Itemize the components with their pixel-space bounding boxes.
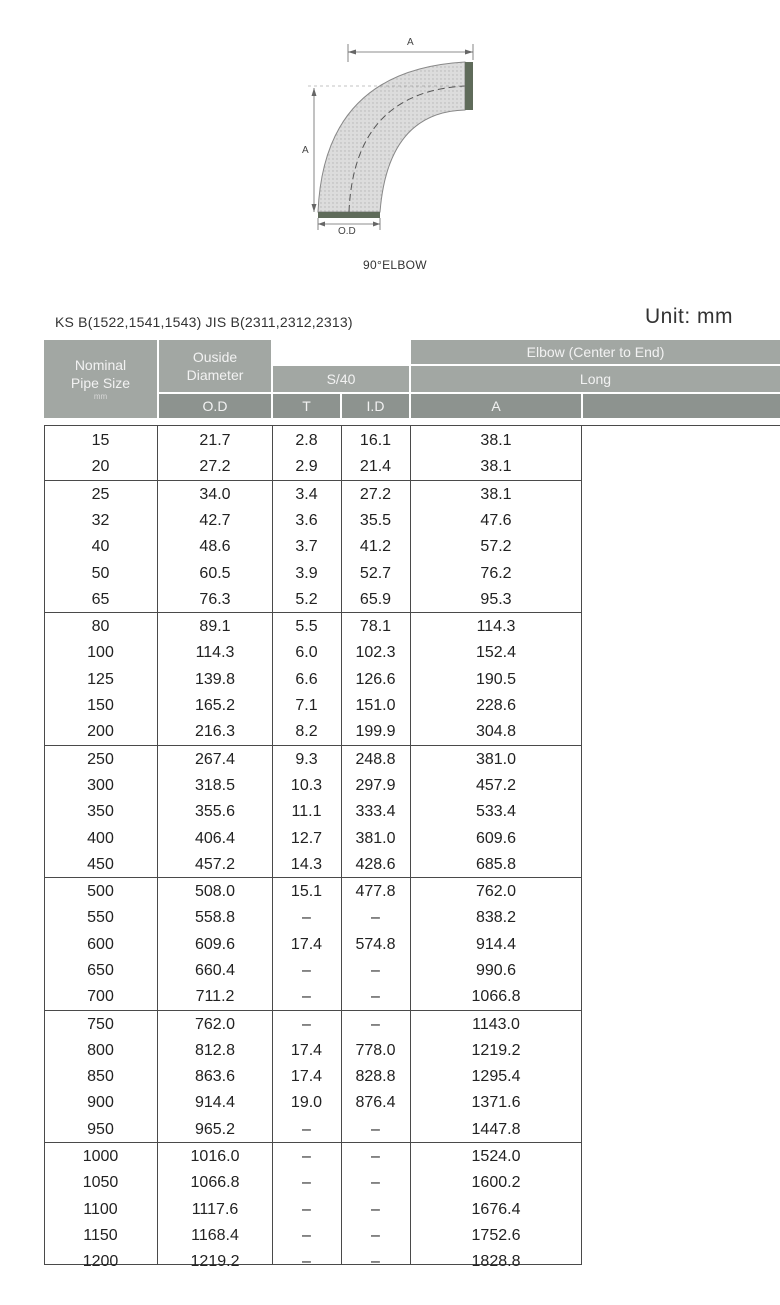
cell-outside-diameter: 60.5	[199, 565, 231, 582]
cell-center-to-end-a: 228.6	[475, 697, 517, 714]
cell-wall-thickness: 19.0	[290, 1094, 323, 1111]
cell-outside-diameter: 1168.4	[191, 1227, 239, 1244]
group-separator	[44, 745, 581, 746]
cell-wall-thickness: 10.3	[290, 777, 323, 794]
unit-label: Unit: mm	[645, 305, 733, 328]
header-t: T	[273, 394, 340, 418]
cell-outside-diameter: 42.7	[199, 512, 231, 529]
cell-nominal-size: 550	[87, 909, 114, 926]
cell-inner-diameter: –	[371, 1148, 380, 1165]
header-nominal-pipe-size	[44, 340, 157, 418]
cell-wall-thickness: 3.7	[295, 538, 318, 555]
cell-inner-diameter: 778.0	[355, 1042, 396, 1059]
cell-wall-thickness: 12.7	[290, 830, 323, 847]
cell-wall-thickness: –	[302, 1148, 311, 1165]
cell-outside-diameter: 165.2	[194, 697, 236, 714]
cell-nominal-size: 1000	[82, 1148, 119, 1165]
header-blank	[583, 394, 780, 418]
cell-center-to-end-a: 152.4	[475, 644, 517, 661]
cell-nominal-size: 1050	[82, 1174, 119, 1191]
group-separator	[44, 877, 581, 878]
cell-nominal-size: 300	[87, 777, 114, 794]
cell-inner-diameter: 35.5	[359, 512, 392, 529]
cell-center-to-end-a: 1524.0	[471, 1148, 521, 1165]
cell-wall-thickness: 17.4	[290, 1042, 323, 1059]
cell-outside-diameter: 267.4	[194, 751, 236, 768]
cell-center-to-end-a: 609.6	[475, 830, 517, 847]
cell-wall-thickness: –	[302, 1174, 311, 1191]
cell-center-to-end-a: 457.2	[475, 777, 517, 794]
cell-nominal-size: 400	[87, 830, 114, 847]
cell-center-to-end-a: 57.2	[480, 538, 512, 555]
cell-nominal-size: 32	[91, 512, 110, 529]
cell-center-to-end-a: 685.8	[475, 856, 517, 873]
cell-nominal-size: 650	[87, 962, 114, 979]
cell-wall-thickness: –	[302, 909, 311, 926]
header-schedule-40: S/40	[273, 366, 409, 392]
cell-nominal-size: 80	[91, 618, 110, 635]
header-long: Long	[411, 366, 780, 392]
cell-wall-thickness: –	[302, 1253, 311, 1270]
cell-wall-thickness: 6.0	[295, 644, 318, 661]
cell-center-to-end-a: 1295.4	[471, 1068, 521, 1085]
cell-nominal-size: 900	[87, 1094, 114, 1111]
cell-outside-diameter: 355.6	[194, 803, 236, 820]
cell-inner-diameter: –	[371, 1121, 380, 1138]
cell-wall-thickness: 11.1	[291, 803, 322, 820]
cell-center-to-end-a: 1066.8	[471, 988, 521, 1005]
cell-center-to-end-a: 1219.2	[471, 1042, 521, 1059]
cell-nominal-size: 50	[91, 565, 110, 582]
cell-wall-thickness: 9.3	[295, 751, 318, 768]
cell-center-to-end-a: 1828.8	[471, 1253, 521, 1270]
cell-center-to-end-a: 1371.6	[471, 1094, 521, 1111]
cell-inner-diameter: 151.0	[355, 697, 396, 714]
cell-inner-diameter: 52.7	[359, 565, 392, 582]
cell-center-to-end-a: 762.0	[475, 883, 517, 900]
cell-nominal-size: 700	[87, 988, 114, 1005]
cell-inner-diameter: 16.1	[359, 432, 392, 449]
cell-inner-diameter: –	[371, 988, 380, 1005]
cell-inner-diameter: 27.2	[359, 486, 392, 503]
cell-nominal-size: 850	[87, 1068, 114, 1085]
cell-wall-thickness: 15.1	[290, 883, 323, 900]
header-nominal-text: Nominal Pipe Size	[70, 357, 131, 391]
standards-reference: KS B(1522,1541,1543) JIS B(2311,2312,2313)	[55, 314, 353, 330]
cell-inner-diameter: –	[371, 962, 380, 979]
cell-center-to-end-a: 47.6	[480, 512, 512, 529]
cell-wall-thickness: –	[302, 988, 311, 1005]
cell-inner-diameter: 574.8	[355, 936, 396, 953]
cell-center-to-end-a: 838.2	[475, 909, 517, 926]
cell-center-to-end-a: 114.3	[476, 618, 516, 635]
cell-center-to-end-a: 1600.2	[471, 1174, 521, 1191]
elbow-figure	[280, 30, 510, 280]
cell-wall-thickness: 5.2	[295, 591, 318, 608]
group-separator	[44, 480, 581, 481]
cell-center-to-end-a: 38.1	[480, 486, 512, 503]
cell-inner-diameter: 21.4	[359, 458, 392, 475]
cell-wall-thickness: 14.3	[290, 856, 323, 873]
cell-nominal-size: 65	[91, 591, 110, 608]
dimension-table	[44, 340, 780, 1270]
cell-outside-diameter: 711.2	[195, 988, 235, 1005]
col-rule-5	[581, 425, 582, 1265]
cell-outside-diameter: 660.4	[194, 962, 236, 979]
cell-inner-diameter: 248.8	[355, 751, 396, 768]
cell-inner-diameter: 381.0	[355, 830, 396, 847]
group-separator	[44, 612, 581, 613]
cell-outside-diameter: 89.1	[199, 618, 231, 635]
cell-wall-thickness: 7.1	[295, 697, 318, 714]
cell-nominal-size: 150	[87, 697, 114, 714]
cell-inner-diameter: 65.9	[359, 591, 392, 608]
cell-outside-diameter: 609.6	[194, 936, 236, 953]
cell-nominal-size: 950	[87, 1121, 114, 1138]
cell-wall-thickness: 8.2	[295, 723, 318, 740]
cell-outside-diameter: 1219.2	[190, 1253, 240, 1270]
header-nominal-unit: mm	[93, 392, 108, 401]
cell-inner-diameter: –	[371, 1174, 380, 1191]
cell-outside-diameter: 1066.8	[190, 1174, 240, 1191]
cell-nominal-size: 1200	[82, 1253, 119, 1270]
cell-center-to-end-a: 95.3	[480, 591, 512, 608]
cell-outside-diameter: 457.2	[194, 856, 236, 873]
dim-a-side-label: A	[302, 145, 309, 156]
cell-inner-diameter: 41.2	[359, 538, 392, 555]
cell-center-to-end-a: 304.8	[475, 723, 517, 740]
cell-nominal-size: 1100	[83, 1201, 118, 1218]
cell-wall-thickness: 6.6	[295, 671, 318, 688]
cell-outside-diameter: 508.0	[194, 883, 236, 900]
cell-wall-thickness: –	[302, 962, 311, 979]
cell-inner-diameter: 126.6	[355, 671, 396, 688]
cell-outside-diameter: 318.5	[194, 777, 236, 794]
cell-inner-diameter: –	[371, 1227, 380, 1244]
group-separator	[44, 1142, 581, 1143]
cell-outside-diameter: 34.0	[199, 486, 231, 503]
cell-inner-diameter: 333.4	[355, 803, 396, 820]
cell-nominal-size: 600	[87, 936, 114, 953]
cell-outside-diameter: 863.6	[194, 1068, 236, 1085]
cell-outside-diameter: 76.3	[199, 591, 231, 608]
header-a: A	[411, 394, 581, 418]
cell-center-to-end-a: 190.5	[475, 671, 517, 688]
cell-nominal-size: 500	[87, 883, 114, 900]
cell-nominal-size: 800	[87, 1042, 114, 1059]
cell-outside-diameter: 406.4	[194, 830, 236, 847]
cell-wall-thickness: –	[302, 1016, 311, 1033]
cell-inner-diameter: 297.9	[355, 777, 396, 794]
cell-center-to-end-a: 1447.8	[471, 1121, 521, 1138]
cell-wall-thickness: –	[302, 1201, 311, 1218]
body-top-rule	[44, 425, 581, 426]
cell-inner-diameter: –	[371, 1016, 380, 1033]
cell-outside-diameter: 1117.6	[191, 1201, 239, 1218]
cell-outside-diameter: 216.3	[194, 723, 236, 740]
cell-outside-diameter: 27.2	[199, 458, 231, 475]
header-bottom-rule	[581, 425, 780, 426]
col-rule-1	[157, 425, 158, 1265]
cell-outside-diameter: 812.8	[194, 1042, 236, 1059]
cell-inner-diameter: 477.8	[355, 883, 396, 900]
cell-nominal-size: 40	[91, 538, 110, 555]
cell-nominal-size: 250	[87, 751, 114, 768]
cell-center-to-end-a: 38.1	[480, 458, 512, 475]
cell-nominal-size: 100	[87, 644, 114, 661]
cell-outside-diameter: 114.3	[195, 644, 235, 661]
cell-inner-diameter: –	[371, 909, 380, 926]
header-od: O.D	[159, 394, 271, 418]
cell-center-to-end-a: 914.4	[475, 936, 517, 953]
cell-nominal-size: 25	[91, 486, 110, 503]
cell-wall-thickness: –	[302, 1227, 311, 1244]
cell-inner-diameter: –	[371, 1201, 380, 1218]
cell-inner-diameter: 876.4	[355, 1094, 396, 1111]
header-id: I.D	[342, 394, 409, 418]
header-elbow-center-to-end: Elbow (Center to End)	[411, 340, 780, 364]
cell-center-to-end-a: 1143.0	[472, 1016, 520, 1033]
cell-outside-diameter: 965.2	[194, 1121, 236, 1138]
cell-inner-diameter: 78.1	[359, 618, 392, 635]
cell-inner-diameter: 199.9	[355, 723, 396, 740]
dim-od-label: O.D	[338, 226, 356, 237]
group-separator	[44, 1010, 581, 1011]
cell-outside-diameter: 21.7	[199, 432, 231, 449]
cell-nominal-size: 450	[87, 856, 114, 873]
cell-inner-diameter: 102.3	[355, 644, 396, 661]
cell-center-to-end-a: 1752.6	[471, 1227, 521, 1244]
cell-wall-thickness: 17.4	[290, 1068, 323, 1085]
cell-outside-diameter: 1016.0	[190, 1148, 240, 1165]
cell-wall-thickness: –	[302, 1121, 311, 1138]
cell-outside-diameter: 762.0	[194, 1016, 236, 1033]
cell-center-to-end-a: 533.4	[475, 803, 517, 820]
cell-nominal-size: 20	[91, 458, 110, 475]
cell-wall-thickness: 3.4	[295, 486, 318, 503]
figure-caption: 90°ELBOW	[363, 258, 427, 272]
cell-wall-thickness: 3.6	[295, 512, 318, 529]
cell-center-to-end-a: 1676.4	[471, 1201, 521, 1218]
header-outside-diameter	[159, 340, 271, 392]
cell-wall-thickness: 3.9	[295, 565, 318, 582]
cell-inner-diameter: –	[371, 1253, 380, 1270]
cell-nominal-size: 350	[87, 803, 114, 820]
cell-nominal-size: 1150	[83, 1227, 118, 1244]
header-outside-text: Ouside Diameter	[186, 349, 244, 383]
cell-outside-diameter: 139.8	[194, 671, 236, 688]
cell-wall-thickness: 5.5	[295, 618, 318, 635]
cell-center-to-end-a: 381.0	[475, 751, 517, 768]
cell-wall-thickness: 2.8	[295, 432, 318, 449]
cell-inner-diameter: 828.8	[355, 1068, 396, 1085]
cell-outside-diameter: 48.6	[199, 538, 231, 555]
cell-nominal-size: 750	[87, 1016, 114, 1033]
cell-outside-diameter: 558.8	[194, 909, 236, 926]
cell-center-to-end-a: 990.6	[475, 962, 517, 979]
cell-nominal-size: 125	[87, 671, 114, 688]
cell-center-to-end-a: 38.1	[480, 432, 512, 449]
elbow-drawing	[280, 30, 510, 250]
cell-nominal-size: 200	[87, 723, 114, 740]
dim-a-top-label: A	[407, 37, 414, 48]
cell-center-to-end-a: 76.2	[480, 565, 512, 582]
cell-wall-thickness: 17.4	[290, 936, 323, 953]
cell-inner-diameter: 428.6	[355, 856, 396, 873]
cell-outside-diameter: 914.4	[194, 1094, 236, 1111]
cell-nominal-size: 15	[91, 432, 110, 449]
cell-wall-thickness: 2.9	[295, 458, 318, 475]
